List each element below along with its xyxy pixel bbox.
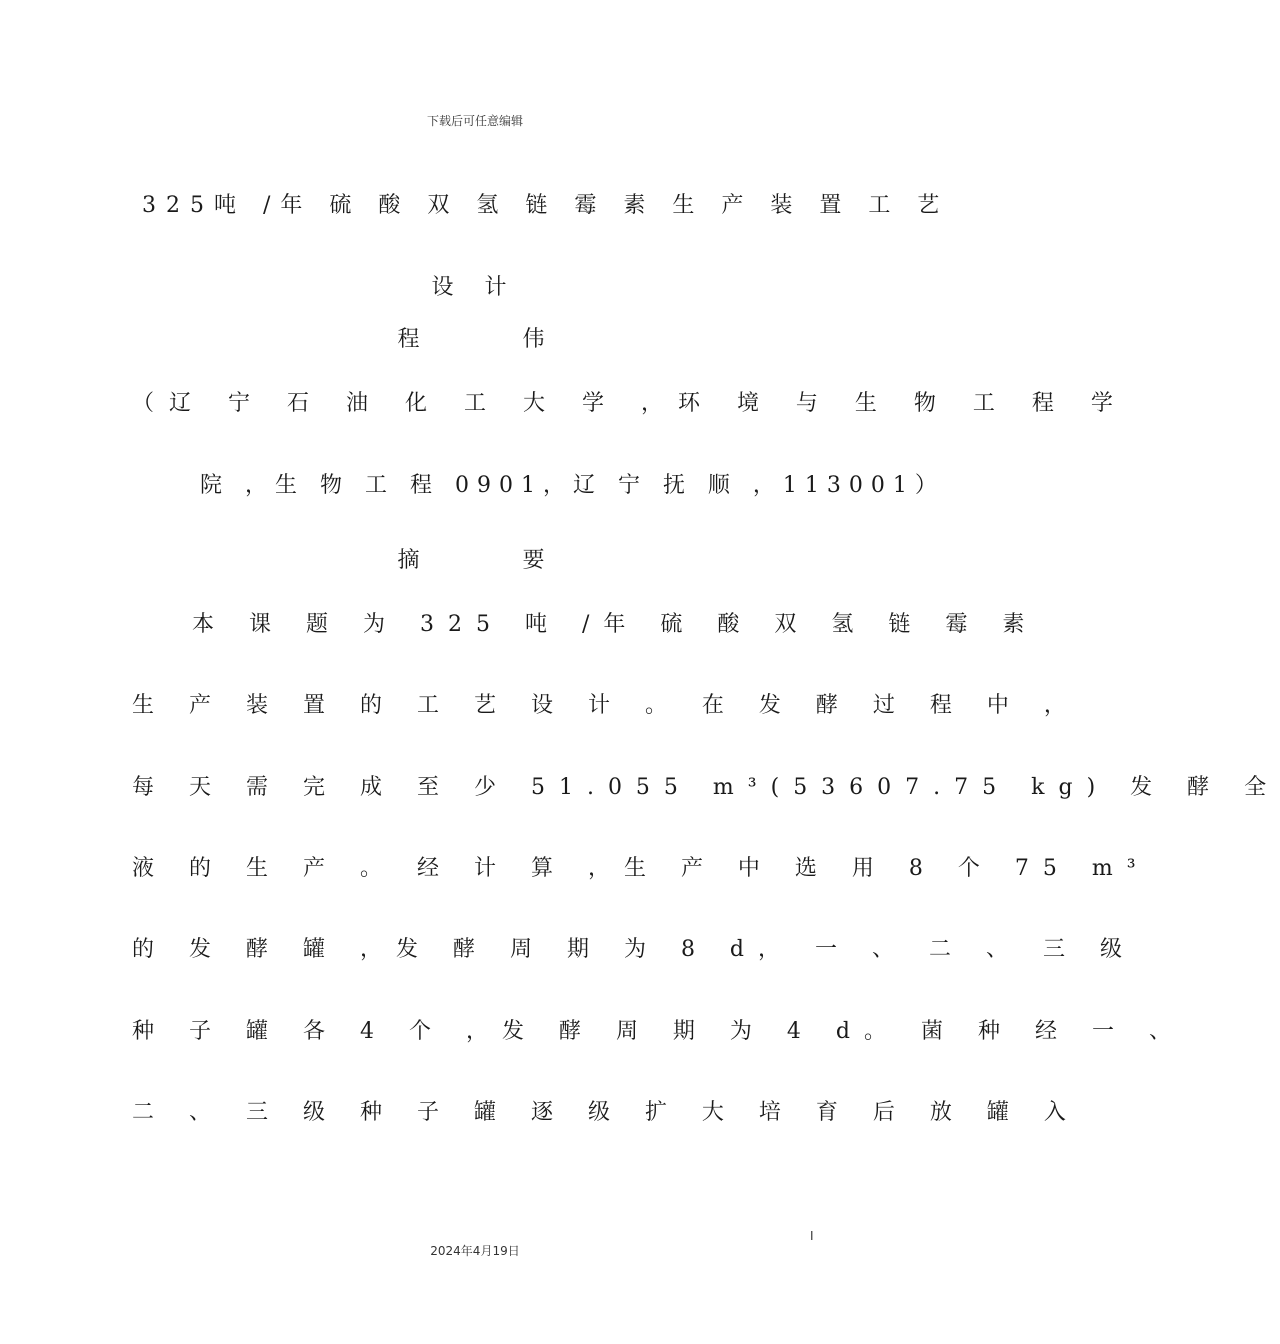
page-number: I [810,1229,814,1243]
abstract-line: 每 天 需 完 成 至 少 51.055 m³(53607.75 kg) 发 酵 全 [132,775,1280,800]
abstract-heading: 摘 要 [397,548,593,573]
abstract-line: 本 课 题 为 325 吨 /年 硫 酸 双 氢 链 霉 素 [192,612,1039,637]
author-name: 程 伟 [397,327,593,352]
page-header: 下载后可任意编辑 [426,114,523,128]
abstract-line: 液 的 生 产 。 经 计 算 ，生 产 中 选 用 8 个 75 m³ [132,856,1150,881]
document-title-line-2: 设 计 [431,275,519,300]
document-title-line-1: 325吨 /年 硫 酸 双 氢 链 霉 素 生 产 装 置 工 艺 [142,193,950,218]
abstract-line: 生 产 装 置 的 工 艺 设 计 。 在 发 酵 过 程 中 ， [132,693,1080,718]
abstract-line: 种 子 罐 各 4 个 ，发 酵 周 期 为 4 d。 菌 种 经 一 、 [132,1019,1185,1044]
footer-date: 2024年4月19日 [430,1244,520,1258]
abstract-line: 二 、 三 级 种 子 罐 逐 级 扩 大 培 育 后 放 罐 入 [132,1100,1080,1125]
affiliation-line-2: 院 ，生 物 工 程 0901，辽 宁 抚 顺 ，113001） [200,473,945,498]
affiliation-line-1: （辽 宁 石 油 化 工 大 学 ，环 境 与 生 物 工 程 学 [132,391,1128,416]
abstract-line: 的 发 酵 罐 ，发 酵 周 期 为 8 d， 一 、 二 、 三 级 [132,937,1136,962]
